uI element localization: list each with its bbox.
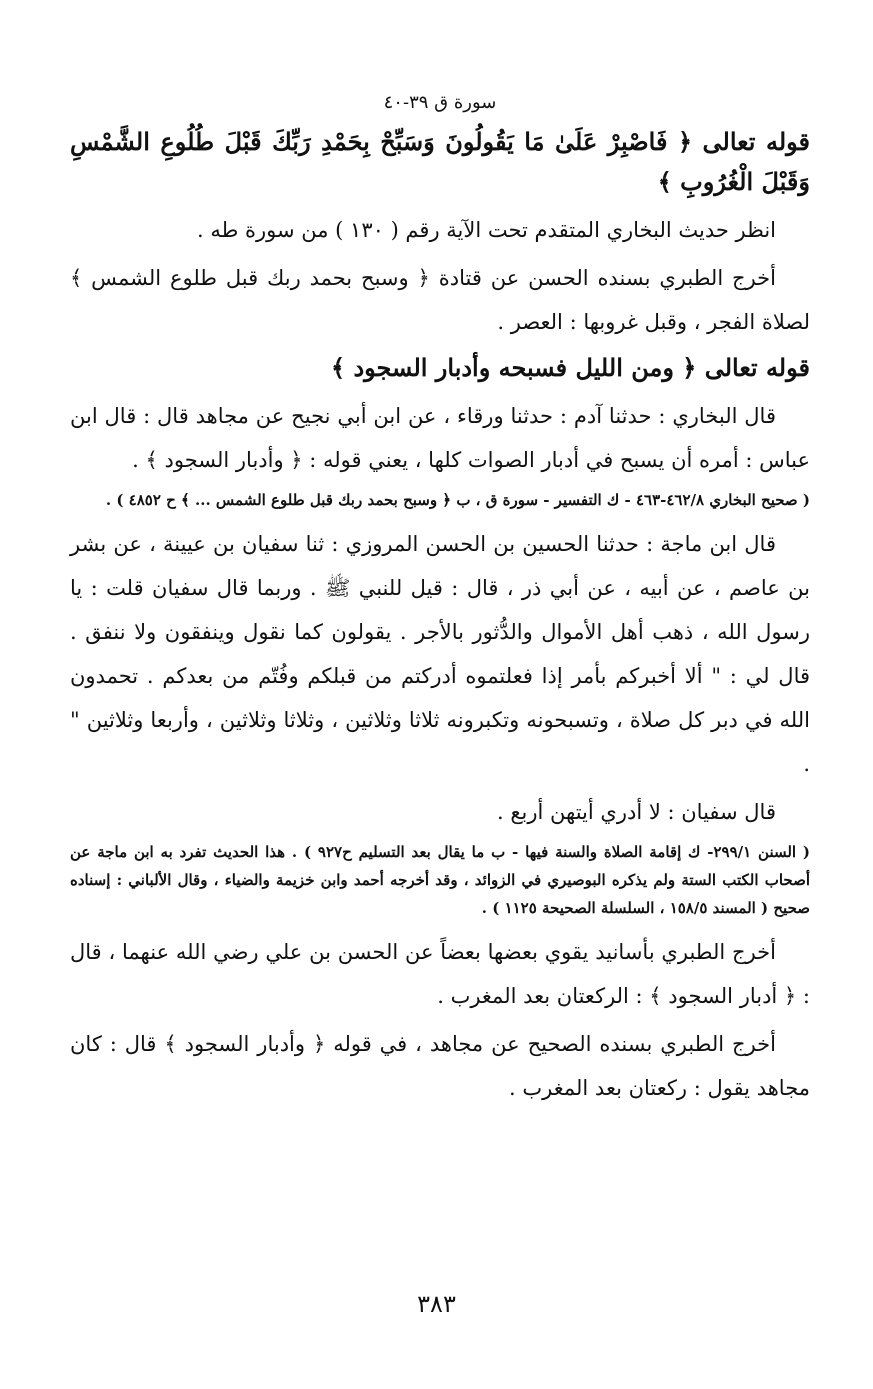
reference-note: ( صحيح البخاري ٤٦٢/٨-٤٦٣ - ك التفسير - سورة ق ، ب ﴿ وسبح بحمد ربك قبل طلوع الشمس ... ﴾ ح ٤٨٥٢ ) . xyxy=(105,491,810,509)
verse-heading: قوله تعالى ﴿ ومن الليل فسبحه وأدبار السجود ﴾ xyxy=(331,353,810,382)
paragraph: قال ابن ماجة : حدثنا الحسين بن الحسن المروزي : ثنا سفيان بن عيينة ، عن بشر بن عاصم ، عن أبيه ، عن أبي ذر ، قال : قيل للنبي ﷺ . وربما قال سفيان قلت : يا رسول الله ، ذهب أهل الأموال والدُّثور بالأجر . يقولون كما نقول وينفقون ولا ننفق . قال لي : " ألا أخبركم بأمر إذا فعلتموه أدركتم من قبلكم وفُتّم من بعدكم . تحمدون الله في دبر كل صلاة ، وتسبحونه وتكبرونه ثلاثا وثلاثين ، وثلاثا وثلاثين ، وأربعا وثلاثين " . xyxy=(70,532,810,776)
running-head: سورة ق ٣٩-٤٠ xyxy=(383,92,497,113)
paragraph: أخرج الطبري بأسانيد يقوي بعضها بعضاً عن الحسن بن علي رضي الله عنهما ، قال : ﴿ أدبار السجود ﴾ : الركعتان بعد المغرب . xyxy=(70,940,810,1008)
paragraph: قال سفيان : لا أدري أيتهن أربع . xyxy=(497,800,776,824)
page-number: ٣٨٣ xyxy=(417,1290,456,1318)
paragraph: أخرج الطبري بسنده الحسن عن قتادة ﴿ وسبح بحمد ربك قبل طلوع الشمس ﴾ لصلاة الفجر ، وقبل غروبها : العصر . xyxy=(70,266,810,334)
page-body xyxy=(70,88,810,1114)
reference-note: ( السنن ٢٩٩/١- ك إقامة الصلاة والسنة فيها - ب ما يقال بعد التسليم ح٩٢٧ ) . هذا الحديث تفرد به ابن ماجة عن أصحاب الكتب الستة ولم يذكره البوصيري في الزوائد ، وقد أخرجه أحمد وابن خزيمة والضياء ، وقال الألباني : إسناده صحيح ( المسند ١٥٨/٥ ، السلسلة الصحيحة ١١٢٥ ) . xyxy=(70,843,811,917)
paragraph: أخرج الطبري بسنده الصحيح عن مجاهد ، في قوله ﴿ وأدبار السجود ﴾ قال : كان مجاهد يقول : ركعتان بعد المغرب . xyxy=(70,1032,810,1100)
verse-heading: قوله تعالى ﴿ فَاصْبِرْ عَلَىٰ مَا يَقُولُونَ وَسَبِّحْ بِحَمْدِ رَبِّكَ قَبْلَ طُلُوعِ الشَّمْسِ وَقَبْلَ الْغُرُوبِ ﴾ xyxy=(70,127,810,196)
paragraph: انظر حديث البخاري المتقدم تحت الآية رقم ( ١٣٠ ) من سورة طه . xyxy=(197,218,776,242)
paragraph: قال البخاري : حدثنا آدم : حدثنا ورقاء ، عن ابن أبي نجيح عن مجاهد قال : قال ابن عباس : أمره أن يسبح في أدبار الصوات كلها ، يعني قوله : ﴿ وأدبار السجود ﴾ . xyxy=(70,404,810,472)
